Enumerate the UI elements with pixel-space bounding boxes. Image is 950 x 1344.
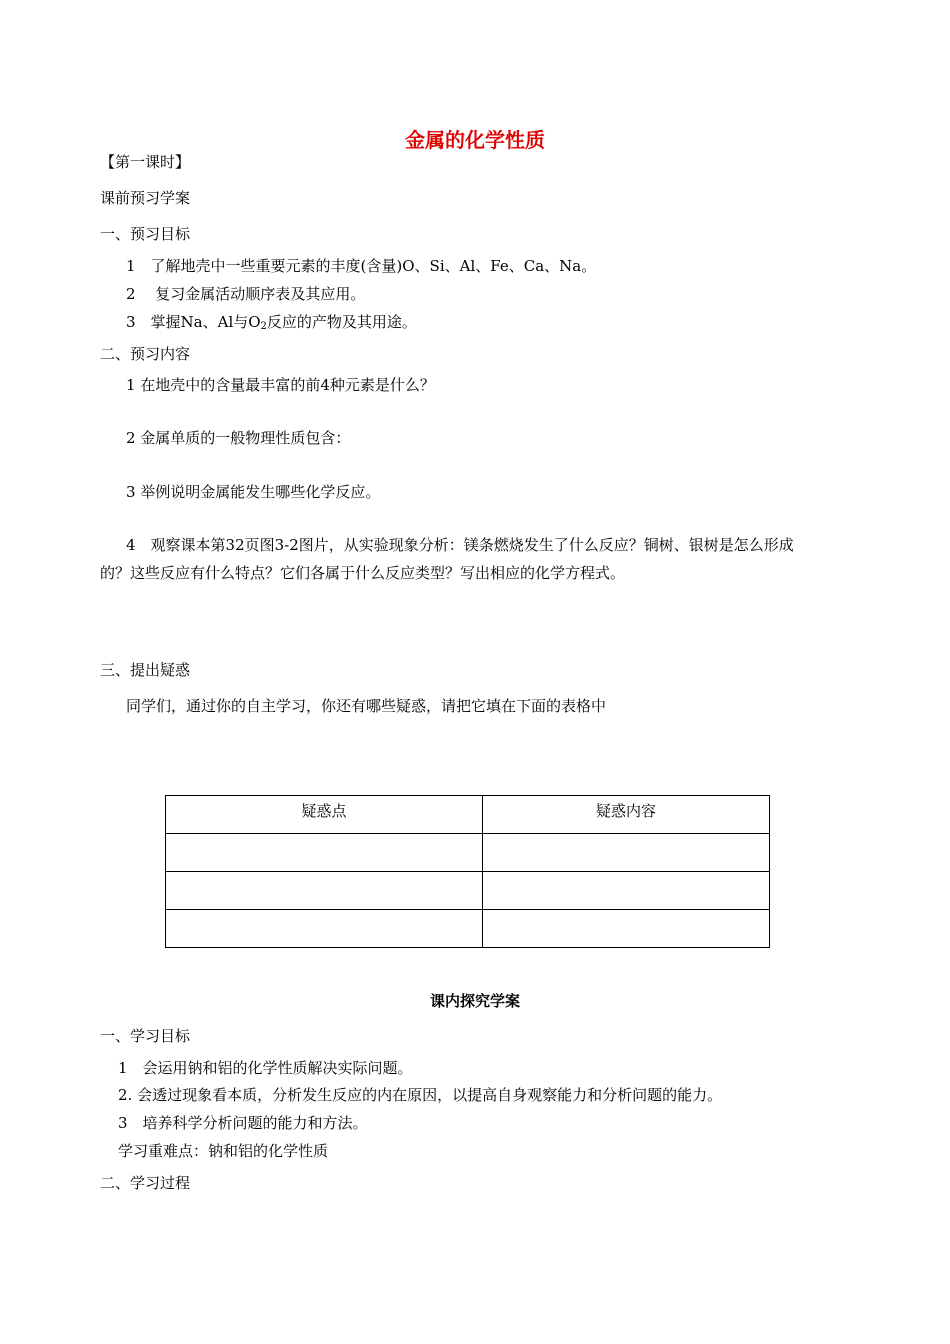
- table-row: [166, 910, 770, 948]
- doubt-table-header-point: 疑惑点: [166, 796, 483, 834]
- table-cell[interactable]: [166, 872, 483, 910]
- inclass-goal-2: 2. 会透过现象看本质，分析发生反应的内在原因，以提高自身观察能力和分析问题的能力。: [118, 1086, 723, 1104]
- preview-content-heading: 二、预习内容: [100, 345, 191, 363]
- preview-goal-3-subscript: 2: [260, 321, 267, 332]
- doubt-table-header-content: 疑惑内容: [483, 796, 770, 834]
- preview-goal-1: 1 了解地壳中一些重要元素的丰度(含量)O、Si、Al、Fe、Ca、Na。: [126, 257, 597, 275]
- preview-question-4-line-2: 的？这些反应有什么特点？它们各属于什么反应类型？写出相应的化学方程式。: [100, 564, 626, 582]
- preview-goal-3-text-b: 反应的产物及其用途。: [266, 313, 417, 331]
- lesson-label: 【第一课时】: [100, 153, 191, 171]
- inclass-process-heading: 二、学习过程: [100, 1174, 191, 1192]
- preview-goal-3: [126, 312, 417, 332]
- inclass-goals-heading: 一、学习目标: [100, 1027, 191, 1045]
- preview-goal-2: 2 复习金属活动顺序表及其应用。: [126, 285, 366, 303]
- inclass-heading: 课内探究学案: [429, 992, 520, 1010]
- document-title: 金属的化学性质: [405, 128, 545, 152]
- table-cell[interactable]: [483, 872, 770, 910]
- doubt-table-header-row: [166, 796, 770, 834]
- table-cell[interactable]: [483, 910, 770, 948]
- doubt-heading: 三、提出疑惑: [100, 661, 191, 679]
- preview-question-2: 2 金属单质的一般物理性质包含：: [126, 429, 351, 447]
- doubt-intro: 同学们，通过你的自主学习，你还有哪些疑惑，请把它填在下面的表格中: [126, 697, 607, 715]
- table-cell[interactable]: [166, 834, 483, 872]
- inclass-key-point: 学习重难点：钠和铝的化学性质: [118, 1142, 329, 1160]
- table-row: [166, 834, 770, 872]
- preview-goal-3-text-a: 3 掌握Na、Al与O: [126, 313, 261, 331]
- table-cell[interactable]: [483, 834, 770, 872]
- preview-question-3: 3 举例说明金属能发生哪些化学反应。: [126, 483, 381, 501]
- table-row: [166, 872, 770, 910]
- table-cell[interactable]: [166, 910, 483, 948]
- preview-goals-heading: 一、预习目标: [100, 225, 191, 243]
- inclass-goal-1: 1 会运用钠和铝的化学性质解决实际问题。: [118, 1059, 413, 1077]
- inclass-goal-3: 3 培养科学分析问题的能力和方法。: [118, 1114, 368, 1132]
- preview-heading: 课前预习学案: [100, 189, 191, 207]
- preview-question-1: 1 在地壳中的含量最丰富的前4种元素是什么？: [126, 376, 435, 394]
- doubt-table: [165, 795, 770, 948]
- preview-question-4-line-1: 4 观察课本第32页图3-2图片，从实验现象分析：镁条燃烧发生了什么反应？铜树、银树是怎么形成: [126, 536, 794, 554]
